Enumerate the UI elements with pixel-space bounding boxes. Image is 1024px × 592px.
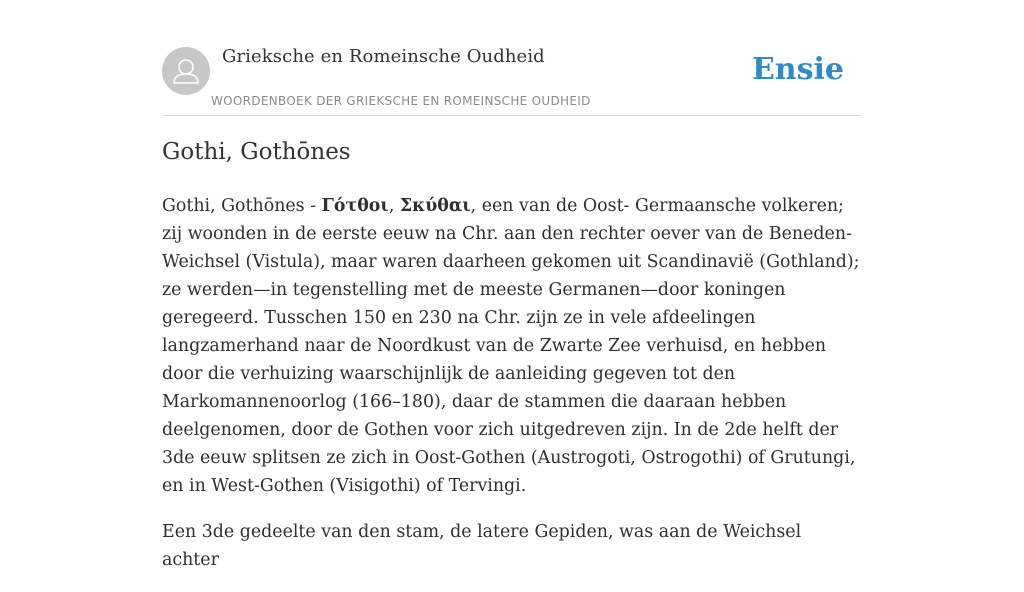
source-title[interactable]: Grieksche en Romeinsche Oudheid <box>222 46 545 67</box>
entry-body <box>162 192 862 592</box>
entry-text: , een van de Oost- Germaansche volkeren; zij woonden in de eerste eeuw na Chr. aan den rechter oever van de Beneden-Weichsel (Vistula), maar waren daarheen gekomen uit Scandinavië (Gothland); ze werden—in tegenstelling met de meeste Germanen—door koningen geregeerd. Tusschen 150 en 230 na Chr. zijn ze in vele afdeelingen langzamerhand naar de Noordkust van de Zwarte Zee verhuisd, en hebben door die verhuizing waarschijnlijk de aanleiding gegeven tot den Markomannenoorlog (166–180), daar de stammen die daaraan hebben deelgenomen, door de Gothen voor zich uitgedreven zijn. In de 2de helft der 3de eeuw splitsen ze zich in Oost-Gothen (Austrogoti, Ostrogothi) of Grutungi, en in West-Gothen (Visigothi) of Tervingi. <box>162 196 860 496</box>
entry-paragraph: Een 3de gedeelte van den stam, de latere Gepiden, was aan de Weichsel achter <box>162 522 802 570</box>
avatar[interactable] <box>162 47 210 95</box>
entry-lead: Gothi, Gothōnes - <box>162 196 322 216</box>
ensie-logo[interactable]: Ensie <box>751 52 844 87</box>
greek-separator: , <box>388 196 400 216</box>
entry-paragraph <box>162 192 862 500</box>
greek-term: Γότθοι <box>321 196 389 216</box>
greek-term: Σκύθαι <box>399 196 471 216</box>
source-subtitle: WOORDENBOEK DER GRIEKSCHE EN ROMEINSCHE OUDHEID <box>211 94 591 108</box>
entry-title: Gothi, Gothōnes <box>162 139 351 165</box>
page-header <box>162 0 862 116</box>
user-silhouette-icon <box>162 47 210 95</box>
